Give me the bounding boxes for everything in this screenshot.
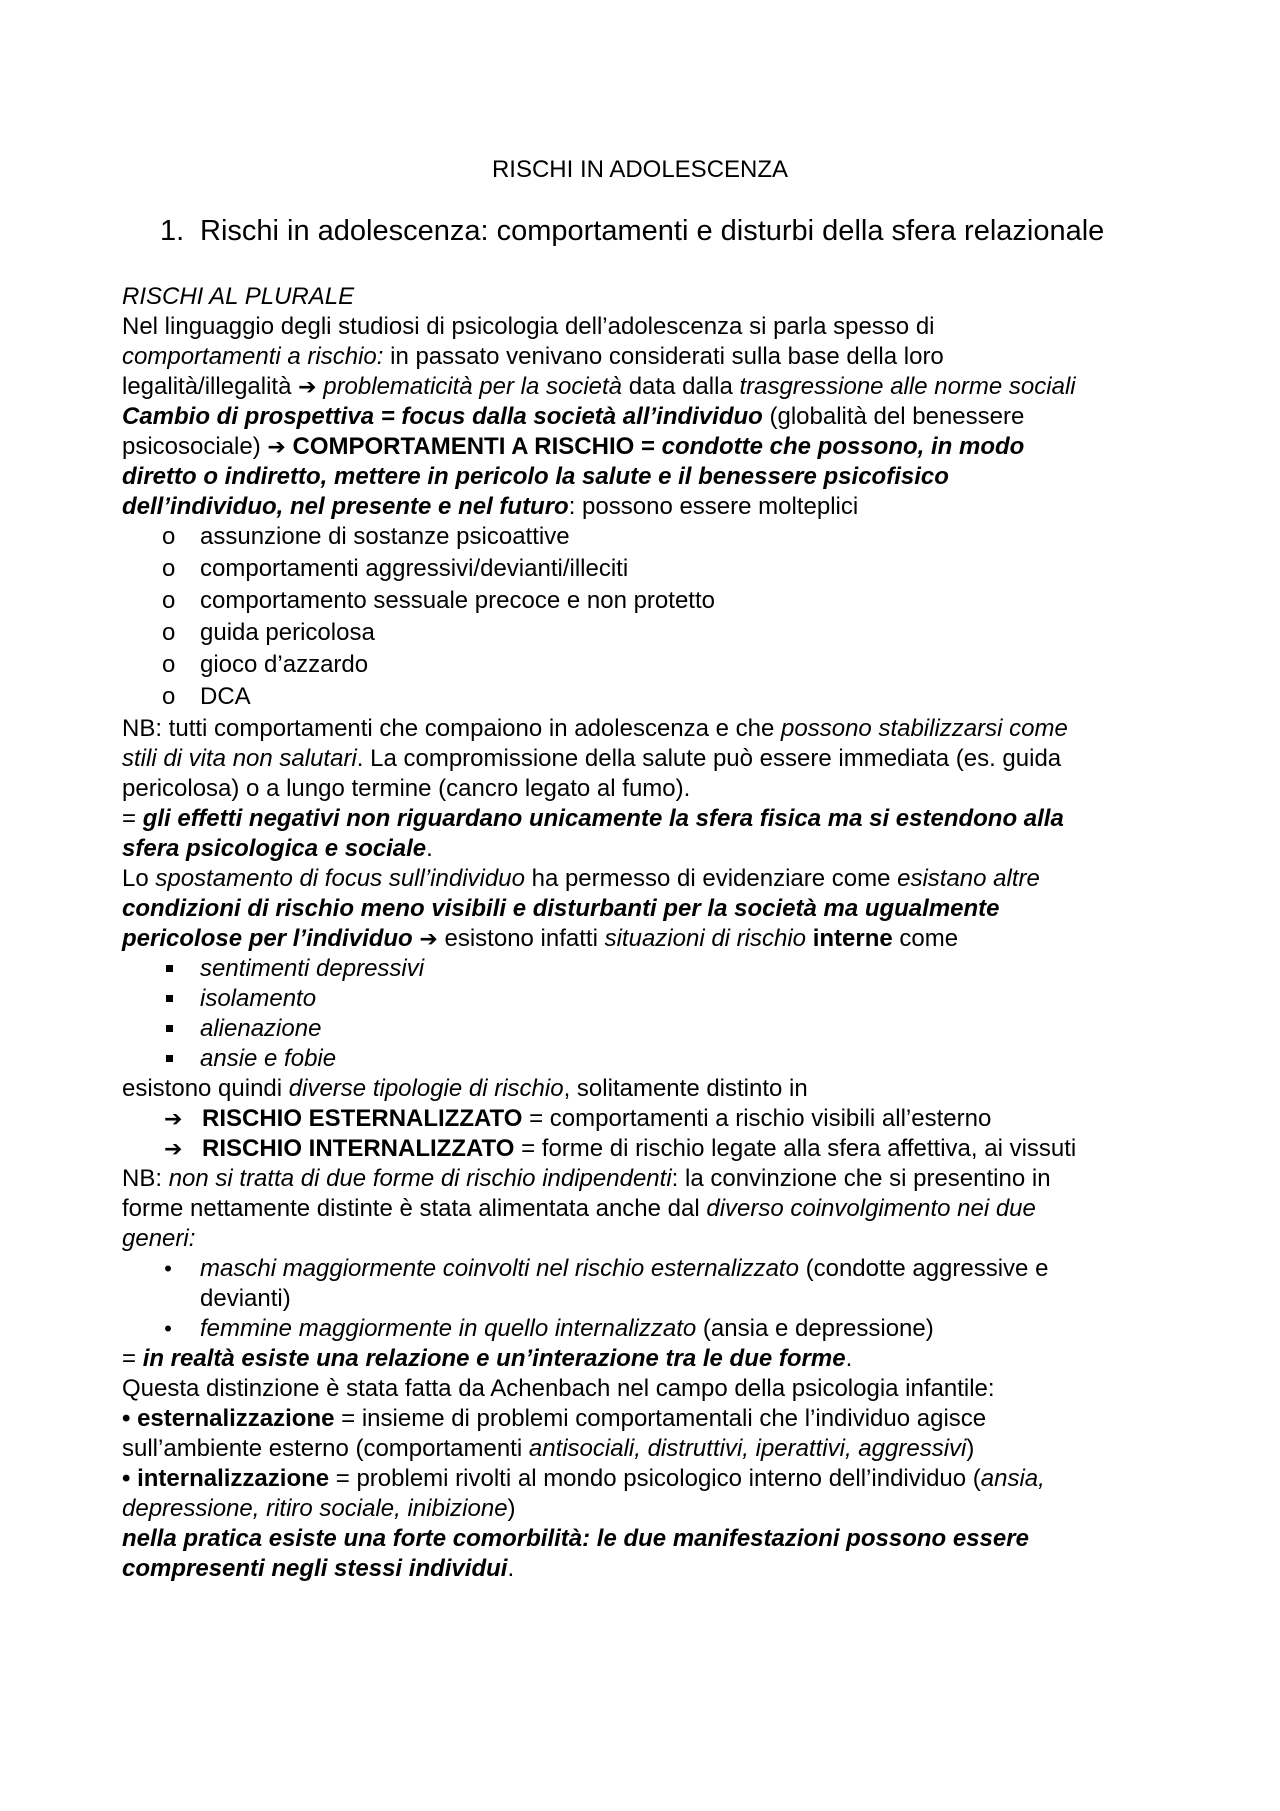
list-item: ➔ RISCHIO ESTERNALIZZATO = comportamenti a rischio visibili all’esterno xyxy=(164,1105,992,1132)
list-item: o comportamenti aggressivi/devianti/illeciti xyxy=(162,555,629,582)
paragraph-1: Nel linguaggio degli studiosi di psicologia dell’adolescenza si parla spesso di comportamenti a rischio: in passato venivano considerati sulla base della loro legalità/illegalità ➔ problematicità per la società data dalla trasgressione alle norme sociali xyxy=(122,313,1076,400)
list-item: isolamento xyxy=(122,984,1182,1014)
paragraph-3: NB: tutti comportamenti che compaiono in adolescenza e che possono stabilizzarsi come stili di vita non salutari. La compromissione della salute può essere immediata (es. guida pericolosa) o a lungo termine (cancro legato al fumo). = gli effetti negativi non riguardano unicamente la sfera fisica ma si estendono alla sfera psicologica e sociale. xyxy=(122,715,1068,862)
heading-text: Rischi in adolescenza: comportamenti e disturbi della sfera relazionale xyxy=(200,215,1105,247)
document-title: RISCHI IN ADOLESCENZA xyxy=(491,156,789,183)
document-body xyxy=(122,282,1182,1584)
list-item: ansie e fobie xyxy=(122,1044,1182,1074)
square-bullet-icon xyxy=(166,965,173,972)
square-bullet-icon xyxy=(166,1025,173,1032)
list-risk-behaviours xyxy=(122,522,1182,714)
arrow-icon: ➔ xyxy=(164,1106,183,1131)
list-internal-risks xyxy=(122,954,1182,1074)
arrow-icon: ➔ xyxy=(164,1136,183,1161)
arrow-icon: ➔ xyxy=(298,374,317,399)
list-item: alienazione xyxy=(122,1014,1182,1044)
heading-number: 1. xyxy=(160,215,185,247)
list-item: o guida pericolosa xyxy=(162,619,375,646)
list-item: o comportamento sessuale precoce e non protetto xyxy=(162,587,715,614)
list-item: o DCA xyxy=(162,683,251,710)
list-item: • maschi maggiormente coinvolti nel rischio esternalizzato (condotte aggressive e xyxy=(164,1255,1049,1282)
paragraph-2: Cambio di prospettiva = focus dalla società all’individuo (globalità del benessere psicosociale) ➔ COMPORTAMENTI A RISCHIO = condotte che possono, in modo diretto o indiretto, mettere in pericolo la salute e il benessere psicofisico dell’individuo, nel presente e nel futuro: possono essere molteplici xyxy=(122,403,1025,520)
paragraph-7: Questa distinzione è stata fatta da Achenbach nel campo della psicologia infantile: • esternalizzazione = insieme di problemi comportamentali che l’individuo agisce sull’ambiente esterno (comportamenti antisociali, distruttivi, iperattivi, aggressivi) • internalizzazione = problemi rivolti al mondo psicologico interno dell’individuo (ansia, depressione, ritiro sociale, inibizione) nella pratica esiste una forte comorbilità: le due manifestazioni possono essere compresenti negli stessi individui. xyxy=(122,1375,1045,1582)
bullet-icon: • xyxy=(164,1316,172,1341)
circle-bullet-icon: o xyxy=(162,523,176,550)
paragraph-4: Lo spostamento di focus sull’individuo ha permesso di evidenziare come esistano altre condizioni di rischio meno visibili e disturbanti per la società ma ugualmente pericolose per l’individuo ➔ esistono infatti situazioni di rischio interne come xyxy=(122,865,1040,952)
circle-bullet-icon: o xyxy=(162,587,176,614)
paragraph-5: esistono quindi diverse tipologie di rischio, solitamente distinto in ➔ RISCHIO ESTERNALIZZATO = comportamenti a rischio visibili all’esterno ➔ RISCHIO INTERNALIZZATO = forme di rischio legate alla sfera affettiva, ai vissuti xyxy=(122,1074,1182,1164)
paragraph-6: NB: non si tratta di due forme di rischio indipendenti: la convinzione che si presentino in forme nettamente distinte è stata alimentata anche dal diverso coinvolgimento nei due generi: • maschi maggiormente coinvolti nel rischio esternalizzato (condotte aggressive e devianti) • femmine maggiormente in quello internalizzato (ansia e depressione) = in realtà esiste una relazione e un’interazione tra le due forme. xyxy=(122,1164,1182,1374)
circle-bullet-icon: o xyxy=(162,619,176,646)
bullet-icon: • xyxy=(164,1256,172,1281)
list-item: ➔ RISCHIO INTERNALIZZATO = forme di rischio legate alla sfera affettiva, ai vissuti xyxy=(164,1135,1077,1162)
section-heading xyxy=(160,213,1104,249)
list-item: o gioco d’azzardo xyxy=(162,651,369,678)
circle-bullet-icon: o xyxy=(162,683,176,710)
square-bullet-icon xyxy=(166,995,173,1002)
arrow-icon: ➔ xyxy=(419,926,438,951)
square-bullet-icon xyxy=(166,1055,173,1062)
list-item: o assunzione di sostanze psicoattive xyxy=(162,523,570,550)
list-item: sentimenti depressivi xyxy=(122,954,1182,984)
circle-bullet-icon: o xyxy=(162,555,176,582)
arrow-icon: ➔ xyxy=(267,434,286,459)
subsection-title: RISCHI AL PLURALE xyxy=(122,283,355,310)
circle-bullet-icon: o xyxy=(162,651,176,678)
list-item: • femmine maggiormente in quello internalizzato (ansia e depressione) xyxy=(164,1315,934,1342)
